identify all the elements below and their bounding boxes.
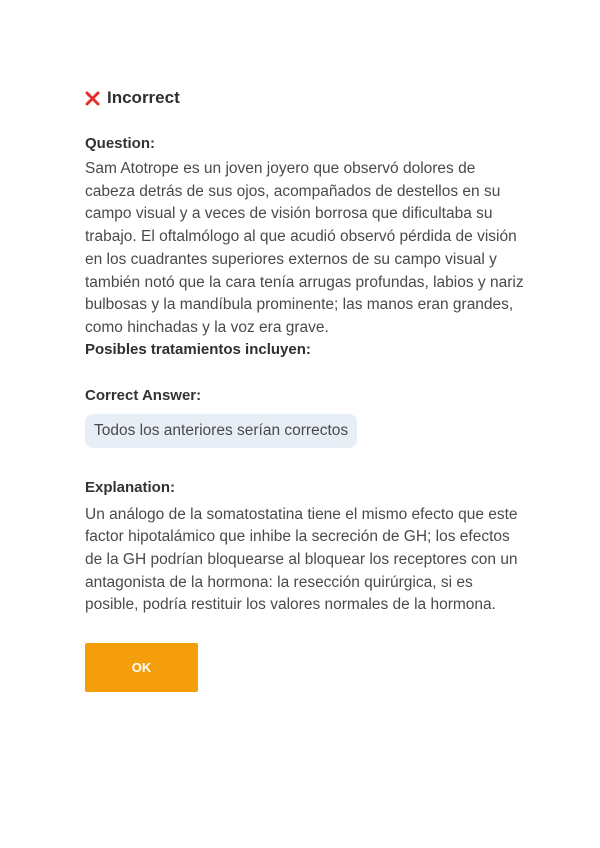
- question-text: Sam Atotrope es un joven joyero que observó dolores de cabeza detrás de sus ojos, acompañados de destellos en su campo visual y a veces de visión borrosa que dificultaba su trabajo. El oftalmólogo al que acudió observó pérdida de visión en los cuadrantes superiores externos de su campo visual y también notó que la cara tenía arrugas profundas, labios y nariz bulbosas y la mandíbula prominente; las manos eran grandes, como hinchadas y la voz era grave.: [85, 160, 524, 336]
- question-label: Question:: [85, 135, 155, 152]
- x-icon: [85, 91, 100, 106]
- explanation-label: Explanation:: [85, 478, 176, 496]
- result-status: [85, 84, 525, 112]
- correct-answer-label: Correct Answer:: [85, 386, 202, 404]
- explanation-text: Un análogo de la somatostatina tiene el mismo efecto que este factor hipotalámico que inhibe la secreción de GH; los efectos de la GH podrían bloquearse al bloquear los receptores con un antagonista de la hormona: la resección quirúrgica, si es posible, podría restituir los valores normales de la hormona.: [85, 505, 518, 614]
- question-prompt: Posibles tratamientos incluyen:: [85, 340, 311, 358]
- correct-answer-value: Todos los anteriores serían correctos: [85, 414, 357, 448]
- status-label: Incorrect: [107, 88, 180, 107]
- ok-button[interactable]: OK: [85, 643, 198, 692]
- result-card: [85, 84, 525, 692]
